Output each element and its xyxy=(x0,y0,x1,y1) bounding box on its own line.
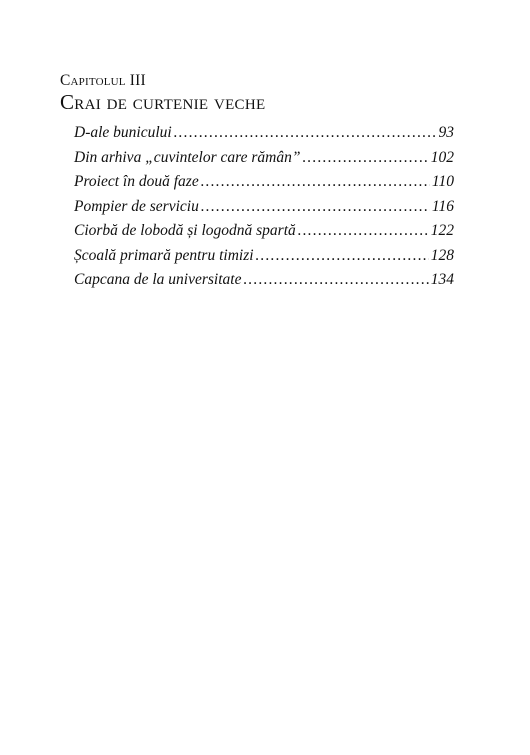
chapter-label: Capitolul III xyxy=(60,72,146,89)
toc-dot-leader xyxy=(302,146,428,171)
toc-entry-title: D-ale bunicului xyxy=(74,124,172,141)
toc-entry-title: Ciorbă de lobodă și logodnă spartă xyxy=(74,222,296,239)
toc-entry[interactable] xyxy=(74,268,454,293)
toc-page-number: 122 xyxy=(430,222,454,239)
toc-page-number: 134 xyxy=(430,271,454,288)
toc-entry[interactable] xyxy=(74,244,454,269)
toc-page-number: 116 xyxy=(431,197,454,215)
toc-dot-leader xyxy=(298,219,429,244)
toc-entry-title: Capcana de la universitate xyxy=(74,271,242,288)
toc-entry-title: Din arhiva „cuvintelor care rămân” xyxy=(74,148,301,166)
toc-entry[interactable] xyxy=(74,146,454,171)
toc-dot-leader xyxy=(174,121,437,146)
toc-page-number: 102 xyxy=(430,148,454,166)
toc-entry-title: Școală primară pentru timizi xyxy=(74,246,254,264)
toc-page-number: 110 xyxy=(431,173,454,190)
table-of-contents xyxy=(74,121,454,293)
toc-dot-leader xyxy=(243,268,428,293)
toc-entry[interactable] xyxy=(74,219,454,244)
toc-entry-title: Pompier de serviciu xyxy=(74,197,199,215)
toc-dot-leader xyxy=(256,244,429,269)
toc-entry-title: Proiect în două faze xyxy=(74,173,199,190)
toc-dot-leader xyxy=(201,195,430,220)
toc-entry[interactable] xyxy=(74,170,454,195)
toc-entry[interactable] xyxy=(74,121,454,146)
toc-entry[interactable] xyxy=(74,195,454,220)
toc-page-number: 128 xyxy=(430,246,454,264)
chapter-title: Crai de curtenie veche xyxy=(60,90,266,114)
chapter-heading xyxy=(60,72,480,114)
toc-page-number: 93 xyxy=(438,124,454,141)
toc-dot-leader xyxy=(201,170,430,195)
